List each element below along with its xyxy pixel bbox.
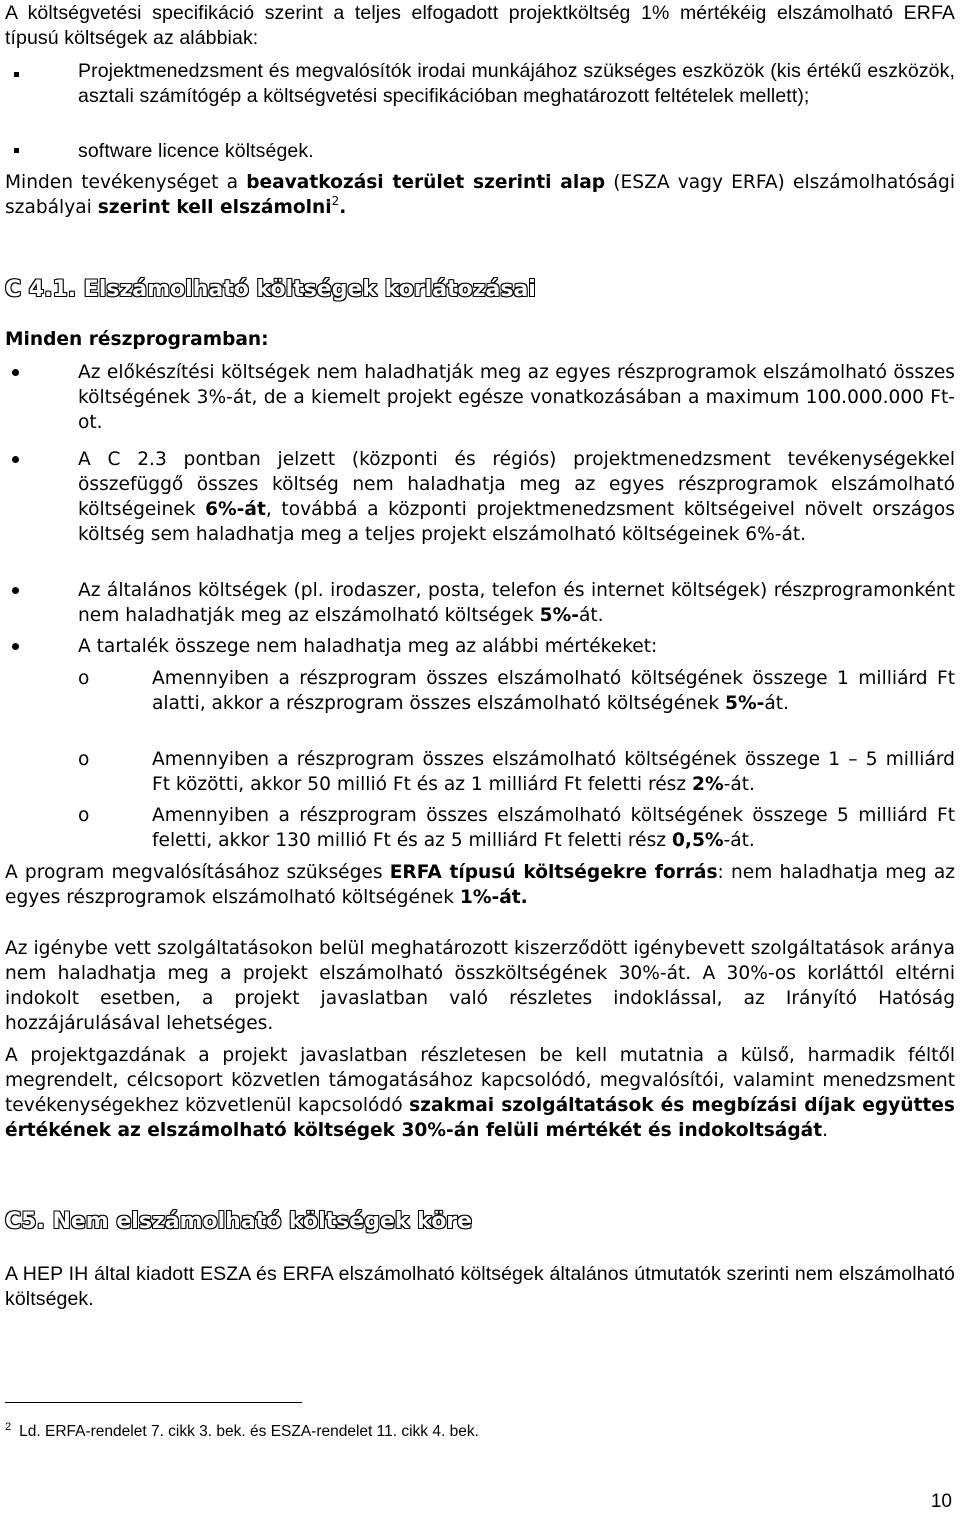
c5-paragraph: A HEP IH által kiadott ESZA és ERFA elszámolható költségek általános útmutatók szerinti nem elszámolható költségek.	[5, 1263, 955, 1310]
owner-paragraph: A projektgazdának a projekt javaslatban részletesen be kell mutatnia a külső, harmadik féltől megrendelt, célcsoport közvetlen támogatásához kapcsolódó, megvalósítói, valamint menedzsment tevékenységekhez közvetlenül kapcsolódó szakmai szolgáltatások és megbízási díjak együttes értékének az elszámolható költségek 30%-án felüli mértékét és indokoltságát.	[5, 1045, 955, 1141]
subheading: Minden részprogramban:	[5, 329, 269, 350]
intro-bullet-2: software licence költségek.	[78, 140, 314, 162]
bullet-dot-icon	[12, 643, 19, 650]
bullet-dot-icon	[12, 456, 19, 463]
limit-item-1: Az előkészítési költségek nem haladhatják meg az egyes részprogramok elszámolható összes költségének 3%-át, de a kiemelt projekt egésze vonatkozásában a maximum 100.000.000 Ft-ot.	[78, 362, 955, 433]
page-number: 10	[930, 1491, 952, 1512]
limit-item-2: A C 2.3 pontban jelzett (központi és régiós) projektmenedzsment tevékenységekkel összefüggő összes költség nem haladhatja meg az egyes részprogramok elszámolható költségeinek 6%-át, továbbá a központi projektmenedzsment költségeivel növelt országos költség sem haladhatja meg a teljes projekt elszámolható költségeinek 6%-át.	[78, 449, 955, 545]
bullet-dot-icon	[12, 369, 19, 376]
limit-item-3: Az általános költségek (pl. irodaszer, posta, telefon és internet költségek) részprogramonként nem haladhatják meg az elszámolható költségek 5%-át.	[78, 580, 955, 626]
square-bullet-icon	[14, 148, 19, 153]
circle-bullet-icon: o	[78, 668, 90, 689]
section-heading-c5: C5. Nem elszámolható költségek köre	[5, 1209, 473, 1234]
footnote-divider	[5, 1402, 302, 1403]
bullet-dot-icon	[12, 587, 19, 594]
services-paragraph: Az igénybe vett szolgáltatásokon belül meghatározott kiszerződött igénybevett szolgáltatások aránya nem haladhatja meg a projekt elszámolható összköltségének 30%-át. A 30%-os korláttól eltérni indokolt esetben, a projekt javaslatban való részletes indoklással, az Irányító Hatóság hozzájárulásával lehetséges.	[5, 938, 955, 1034]
limit-item-4: A tartalék összege nem haladhatja meg az alábbi mértékeket:	[78, 636, 658, 657]
reserve-subitem-2: Amennyiben a részprogram összes elszámolható költségének összege 1 – 5 milliárd Ft közötti, akkor 50 millió Ft és az 1 milliárd Ft feletti rész 2%-át.	[152, 749, 955, 795]
reserve-subitem-3: Amennyiben a részprogram összes elszámolható költségének összege 5 milliárd Ft feletti, akkor 130 millió Ft és az 5 milliárd Ft feletti rész 0,5%-át.	[152, 805, 955, 851]
intro-bullet-1: Projektmenedzsment és megvalósítók irodai munkájához szükséges eszközök (kis értékű eszközök, asztali számítógép a költségvetési specifikációban meghatározott feltételek mellett);	[78, 60, 955, 107]
footnote-ref[interactable]: 2	[331, 194, 340, 208]
circle-bullet-icon: o	[78, 805, 90, 826]
erfa-paragraph: A program megvalósításához szükséges ERFA típusú költségekre forrás: nem haladhatja meg az egyes részprogramok elszámolható költségének 1%-át.	[5, 862, 955, 908]
section-heading-c41: C 4.1. Elszámolható költségek korlátozásai	[5, 277, 536, 302]
reserve-subitem-1: Amennyiben a részprogram összes elszámolható költségének összege 1 milliárd Ft alatti, akkor a részprogram összes elszámolható költségének 5%-át.	[152, 668, 955, 714]
square-bullet-icon	[14, 72, 19, 77]
circle-bullet-icon: o	[78, 749, 90, 770]
intro-paragraph: A költségvetési specifikáció szerint a teljes elfogadott projektköltség 1% mértékéig elszámolható ERFA típusú költségek az alábbiak:	[5, 2, 955, 49]
footnote: $^2$ Ld. ERFA-rendelet 7. cikk 3. bek. és ESZA-rendelet 11. cikk 4. bek.	[5, 1421, 479, 1440]
rule-paragraph: Minden tevékenységet a beavatkozási terület szerinti alap (ESZA vagy ERFA) elszámolhatósági szabályai szerint kell elszámolni$^2$.	[5, 172, 956, 218]
